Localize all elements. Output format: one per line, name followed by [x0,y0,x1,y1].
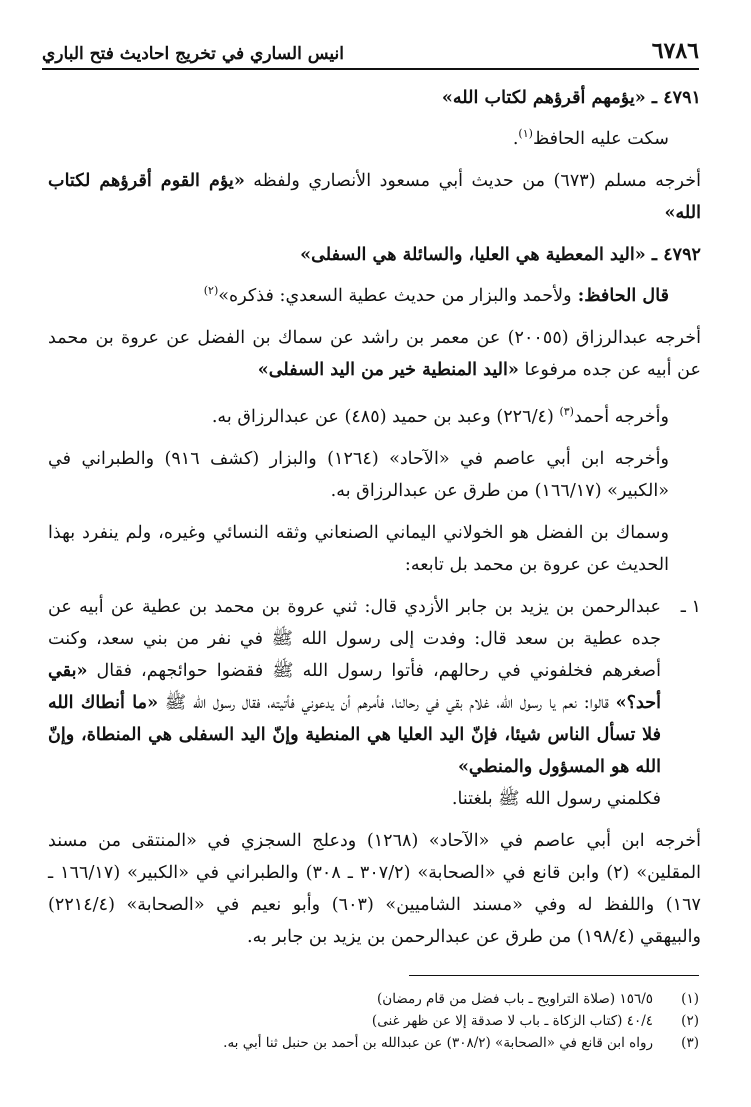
entry-heading-4791: ٤٧٩١ ـ «يؤمهم أقرؤهم لكتاب الله» [441,87,701,108]
list-item-number: ١ ـ [680,596,701,617]
paragraph: أخرجه ابن أبي عاصم في «الآحاد» (١٢٦٨) ودعلج السجزي في «المنتقى من مسند المقلين» (٢) وابن قانع في «الصحابة» (٣٠٧/٢ ـ ٣٠٨) والطبراني في «الكبير» (١٦٦/١٧ ـ ١٦٧) واللفظ له وفي «مسند الشاميين» (٦٠٣) وأبو نعيم في «الصحابة» (٢٢١٤/٤) والبيهقي (١٩٨/٤) من طرق عن عبدالرحمن بن يزيد بن جابر به. [48,830,702,947]
paragraph: سكت عليه الحافظ$^{(١)}$. [512,127,669,149]
list-item-body: عبدالرحمن بن يزيد بن جابر الأزدي قال: ثني عروة بن محمد بن عطية عن أبيه عن جده عطية بن سعد قال: وفدت إلى رسول الله ﷺ في نفر من بني سعد، وكنت أصغرهم فخلفوني في رحالهم، فأتوا رسول الله ﷺ فقضوا حوائجهم، فقال «بقي أحد؟» قالوا: نعم يا رسول الله، غلام بقي في رحالنا، فأمرهم أن يدعوني فأتيته، فقال رسول الله ﷺ «ما أنطاك الله فلا تسأل الناس شيئا، فإنّ اليد العليا هي المنطية وإنّ اليد السفلى هي المنطاة، وإنّ الله هو المسؤول والمنطي» فكلمني رسول الله ﷺ بلغتنا. [48,596,661,809]
footnote-ref[interactable]: (١) [518,127,533,140]
entry-heading-4792: ٤٧٩٢ ـ «اليد المعطية هي العليا، والسائلة هي السفلى» [300,243,701,265]
footnote-ref[interactable]: (٢) [203,283,219,297]
list-item [48,591,701,825]
footnotes [50,988,699,1054]
footnote: (٢) ٤٠/٤ (كتاب الزكاة ـ باب لا صدقة إلا عن ظهر غنى) [371,1013,699,1029]
hafiz-label: قال الحافظ: [571,284,669,306]
page-number: ٦٧٨٦ [651,38,699,64]
footnote: (٣) رواه ابن قانع في «الصحابة» (٣٠٨/٢) عن عبدالله بن أحمد بن حنبل ثنا أبي به. [223,1035,699,1051]
running-header [42,34,699,70]
footnote-separator [409,975,699,976]
main-text [48,82,701,963]
paragraph: وأخرجه أحمد$^{(٣)}$ (٢٢٦/٤) وعبد بن حميد (٤٨٥) عن عبدالرزاق به. [211,404,669,427]
paragraph: أخرجه مسلم (٦٧٣) من حديث أبي مسعود الأنصاري ولفظه «يؤم القوم أقرؤهم لكتاب الله» [48,169,702,223]
footnote: (١) ١٥٦/٥ (صلاة التراويح ـ باب فضل من قام رمضان) [377,991,699,1007]
paragraph: وأخرجه ابن أبي عاصم في «الآحاد» (١٢٦٤) والبزار (كشف ٩١٦) والطبراني في «الكبير» (١٦٦/١٧) من طرق عن عبدالرزاق به. [48,448,669,501]
footnote-ref[interactable]: (٣) [559,404,574,418]
paragraph: وسماك بن الفضل هو الخولاني اليماني الصنعاني وثقه النسائي وغيره، ولم ينفرد بهذا الحديث عن عروة بن محمد بل تابعه: [48,522,669,575]
paragraph: قال الحافظ: ولأحمد والبزار من حديث عطية السعدي: فذكره»$^{(٢)}$ [203,283,669,306]
book-title: انيس الساري في تخريج احاديث فتح الباري [42,44,344,64]
paragraph: أخرجه عبدالرزاق (٢٠٠٥٥) عن معمر بن راشد عن سماك بن الفضل عن عروة بن محمد عن أبيه عن جده مرفوعا «اليد المنطية خير من اليد السفلى» [48,327,701,380]
